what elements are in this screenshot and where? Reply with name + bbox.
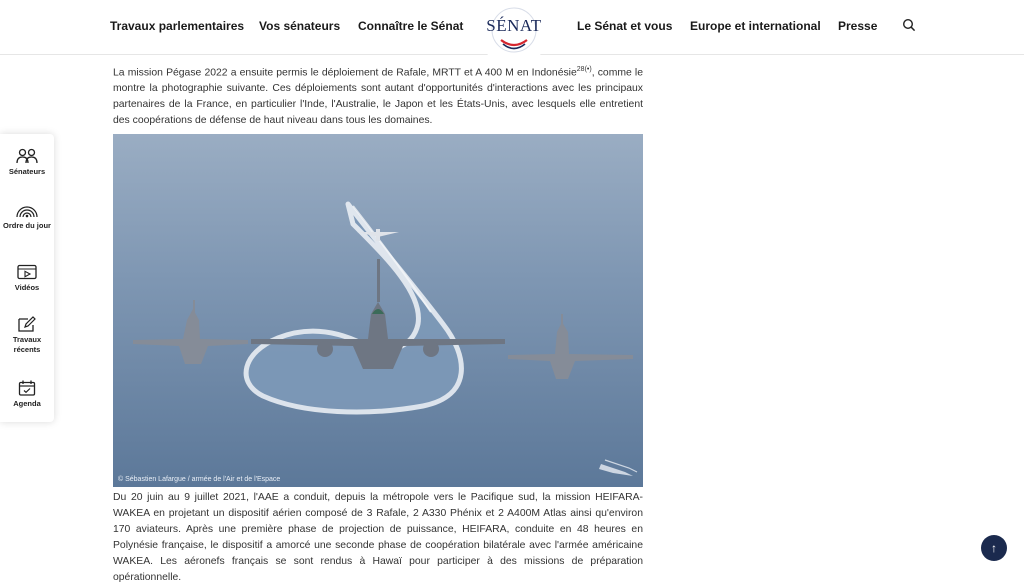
- scroll-to-top-button[interactable]: [981, 535, 1007, 561]
- search-button[interactable]: [902, 18, 918, 34]
- video-icon: [17, 264, 37, 280]
- sidebar-item-label: Ordre du jour: [3, 221, 51, 230]
- calendar-icon: [18, 380, 36, 396]
- broadcast-icon: [15, 202, 39, 218]
- nav-le-senat-et-vous[interactable]: Le Sénat et vous: [577, 19, 673, 33]
- article-paragraph-2: Du 20 juin au 9 juillet 2021, l'AAE a conduit, depuis la métropole vers le Pacifique sud, la mission HEIFARA-WAKEA en projetant un dispositif aérien composé de 3 Rafale, 2 A330 Phénix et 2 A400M Atlas ainsi qu'environ 170 aviateurs. Après une première phase de projection de puissance, HEIFARA, conduite en 48 heures en Polynésie française, le dispositif a amorcé une seconde phase de coopération bilatérale avec l'armée américaine WAKEA. Les aéronefs français se sont rendus à Hawaï pour participer à des missions de préparation opérationnelle.: [113, 492, 643, 583]
- arrow-up-icon: ↑: [991, 541, 997, 555]
- quick-access-sidebar: [0, 134, 54, 422]
- paragraph-text: , comme le montre la photographie suivante. Ces déploiements sont autant d'opportunités d'interactions avec les principaux partenaires de la France, en particulier l'Inde, l'Australie, le Japon et les États-Unis, avec lesquels elle entretient des coopérations de défense de haut niveau dans tous les domaines.: [113, 67, 644, 127]
- rafale-photo-illustration: [113, 134, 643, 487]
- search-icon: [902, 18, 916, 32]
- edit-icon: [17, 316, 37, 332]
- nav-presse[interactable]: Presse: [838, 19, 878, 33]
- sidebar-item-label: Sénateurs: [8, 167, 46, 176]
- logo-text: SÉNAT: [486, 16, 542, 35]
- sidebar-item-agenda[interactable]: [0, 380, 54, 409]
- footnote-link[interactable]: 28(•): [576, 66, 592, 73]
- article-paragraph-1: [113, 62, 643, 129]
- photo-credit: © Sébastien Lafargue / armée de l'Air et de l'Espace: [118, 476, 281, 483]
- sidebar-item-senateurs[interactable]: [0, 148, 54, 177]
- paragraph-text: La mission Pégase 2022 a ensuite permis le déploiement de Rafale, MRTT et A 400 M en Indonésie: [113, 67, 577, 79]
- nav-travaux-parlementaires[interactable]: Travaux parlementaires: [110, 19, 245, 33]
- sidebar-item-videos[interactable]: [0, 264, 54, 293]
- sidebar-item-ordre-du-jour[interactable]: [0, 202, 54, 231]
- senators-icon: [16, 148, 38, 164]
- senat-logo[interactable]: [478, 0, 550, 66]
- sidebar-item-travaux-recents[interactable]: [0, 316, 54, 355]
- site-header: [0, 0, 1024, 55]
- nav-connaitre-le-senat[interactable]: Connaître le Sénat: [358, 19, 464, 33]
- article-photo: [113, 134, 643, 487]
- sidebar-item-label: Travaux récents: [12, 335, 42, 354]
- nav-vos-senateurs[interactable]: Vos sénateurs: [259, 19, 341, 33]
- nav-europe-international[interactable]: Europe et international: [690, 19, 821, 33]
- sidebar-item-label: Vidéos: [14, 283, 40, 292]
- sidebar-item-label: Agenda: [13, 399, 41, 408]
